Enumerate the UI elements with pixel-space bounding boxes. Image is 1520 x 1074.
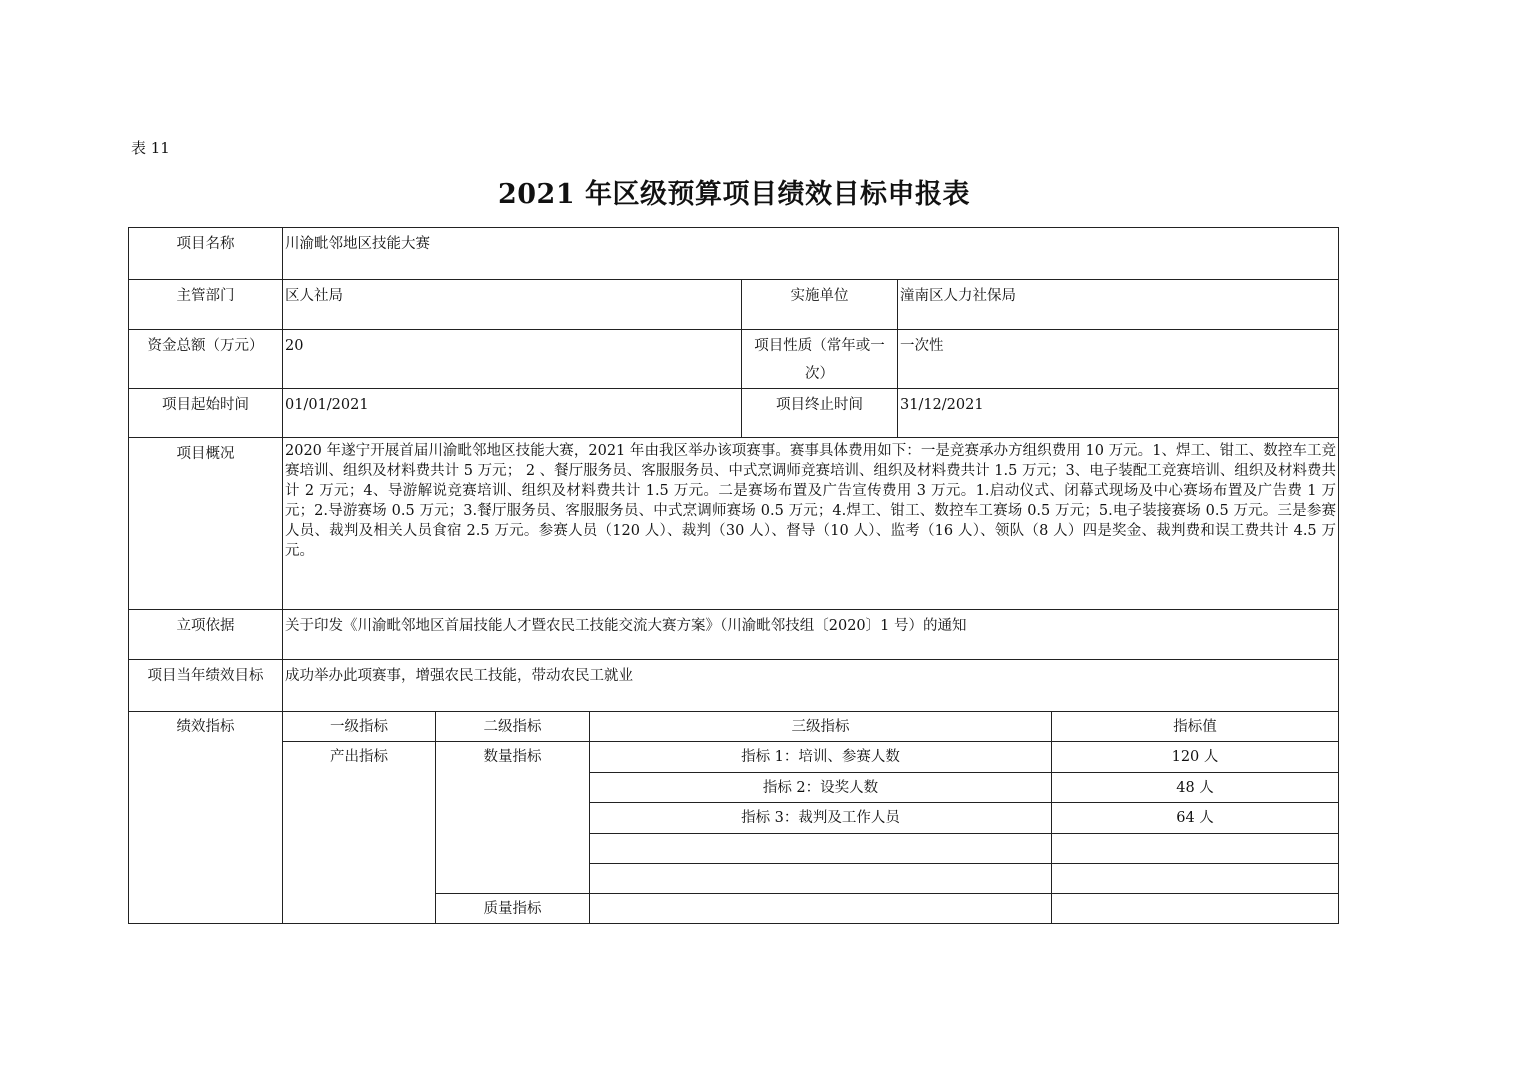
indicator-value: 64 人 (1052, 803, 1339, 834)
project-nature-label: 项目性质（常年或一次） (742, 330, 898, 389)
total-funds-value: 20 (283, 330, 742, 389)
indicator-value (1052, 864, 1339, 894)
total-funds-label: 资金总额（万元） (129, 330, 283, 389)
department-label: 主管部门 (129, 280, 283, 330)
indicator-value: 48 人 (1052, 773, 1339, 803)
header-level3: 三级指标 (590, 712, 1052, 742)
page-title: 2021 年区级预算项目绩效目标申报表 (497, 179, 971, 210)
overview-value: 2020 年遂宁开展首届川渝毗邻地区技能大赛，2021 年由我区举办该项赛事。赛事具体费用如下：一是竞赛承办方组织费用 10 万元。1、焊工、钳工、数控车工竞赛培训、组织及材料费共计 5 万元； 2 、餐厅服务员、客服服务员、中式烹调师竞赛培训、组织及材料费共计 1.5 万元；3、电子装配工竞赛培训、组织及材料费共计 2 万元；4、导游解说竞赛培训、组织及材料费共计 1.5 万元。二是赛场布置及广告宣传费用 3 万元。1.启动仪式、闭幕式现场及中心赛场布置及广告费 1 万元；2.导游赛场 0.5 万元；3.餐厅服务员、客服服务员、中式烹调师赛场 0.5 万元；4.焊工、钳工、数控车工赛场 0.5 万元；5.电子装接赛场 0.5 万元。三是参赛人员、裁判及相关人员食宿 2.5 万元。参赛人员（120 人）、裁判（30 人）、督导（10 人）、监考（16 人）、领队（8 人）四是奖金、裁判费和误工费共计 4.5 万元。 (283, 438, 1339, 610)
annual-goal-label: 项目当年绩效目标 (129, 660, 283, 712)
indicator-name (590, 894, 1052, 924)
header-level2: 二级指标 (436, 712, 590, 742)
project-nature-value: 一次性 (898, 330, 1339, 389)
table-number-label: 表 11 (131, 139, 170, 157)
header-level1: 一级指标 (283, 712, 436, 742)
start-time-value: 01/01/2021 (283, 389, 742, 438)
start-time-label: 项目起始时间 (129, 389, 283, 438)
indicator-name (590, 834, 1052, 864)
level1-output: 产出指标 (283, 742, 436, 924)
department-value: 区人社局 (283, 280, 742, 330)
indicator-name: 指标 2：设奖人数 (590, 773, 1052, 803)
project-name-label: 项目名称 (129, 228, 283, 280)
performance-goal-form (128, 227, 1339, 924)
indicator-value (1052, 894, 1339, 924)
level2-quality: 质量指标 (436, 894, 590, 924)
indicator-name (590, 864, 1052, 894)
end-time-label: 项目终止时间 (742, 389, 898, 438)
header-value: 指标值 (1052, 712, 1339, 742)
indicator-name: 指标 1：培训、参赛人数 (590, 742, 1052, 773)
indicators-label: 绩效指标 (129, 712, 283, 924)
implementer-label: 实施单位 (742, 280, 898, 330)
project-name-value: 川渝毗邻地区技能大赛 (283, 228, 1339, 280)
basis-value: 关于印发《川渝毗邻地区首届技能人才暨农民工技能交流大赛方案》（川渝毗邻技组〔2020〕1 号）的通知 (283, 610, 1339, 660)
basis-label: 立项依据 (129, 610, 283, 660)
indicator-value: 120 人 (1052, 742, 1339, 773)
annual-goal-value: 成功举办此项赛事，增强农民工技能，带动农民工就业 (283, 660, 1339, 712)
overview-label: 项目概况 (129, 438, 283, 610)
implementer-value: 潼南区人力社保局 (898, 280, 1339, 330)
indicator-name: 指标 3：裁判及工作人员 (590, 803, 1052, 834)
level2-quantity: 数量指标 (436, 742, 590, 894)
end-time-value: 31/12/2021 (898, 389, 1339, 438)
indicator-value (1052, 834, 1339, 864)
